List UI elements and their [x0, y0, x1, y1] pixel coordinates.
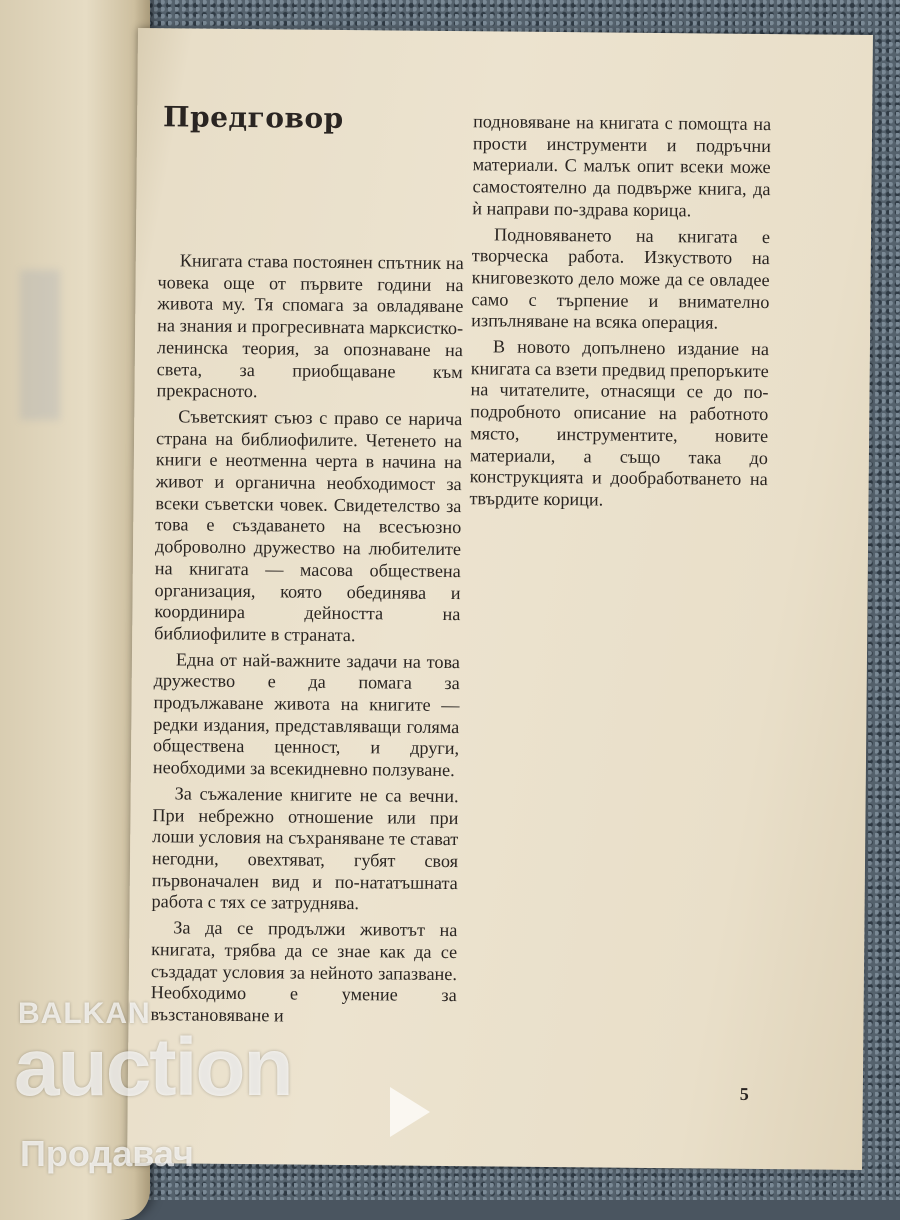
- page-title: Предговор: [162, 100, 344, 135]
- ink-bleed: [20, 270, 60, 420]
- watermark-bottom-text: Продавач: [20, 1133, 194, 1174]
- play-icon: [390, 1087, 430, 1137]
- paragraph: Книгата става постоянен спътник на човека още от първите години на живота му. Тя спомага за овладяване на знания и прогресивната марксистко-ленинска теория, за опознаване на света, за приобщаване към прекрасното.: [156, 250, 464, 402]
- watermark-main-text: auction: [14, 1022, 292, 1113]
- paragraph: подновяване на книгата с помощта на прости инструменти и подръчни материали. С малък опит всеки може самостоятелно да подвърже книга, да ѝ направи по-здрава корица.: [472, 111, 772, 221]
- paragraph: Една от най-важните задачи на това дружество е да помага за продължаване живота на книгите — редки издания, представляващи голяма обществена ценност, и други, необходими за всекидневно ползуване.: [152, 649, 461, 781]
- watermark-logo: [14, 995, 458, 1185]
- paragraph: Подновяването на книгата е творческа работа. Изкуството на книговезкото дело може да се овладее само с търпение и внимателно изпълняване на всяка операция.: [471, 223, 771, 333]
- paragraph: За да се продължи животът на книгата, трябва да се знае как да се създадат условия за нейното запазване. Необходимо е умение за възстановяване и: [150, 917, 458, 1026]
- watermark-top-text: BALKAN: [18, 997, 151, 1030]
- page-number: 5: [739, 1083, 749, 1104]
- left-text-column: [150, 250, 463, 1033]
- right-text-column: [469, 111, 771, 516]
- paragraph: Съветският съюз с право се нарича страна на библиофилите. Четенето на книги е неотменна черта в начина на живот и органична необходимост за всеки съветски човек. Свидетелство за това е създаването на всесъюзно доброволно дружество на любителите на книгата — масова обществена организация, която обединява и координира дейността на библиофилите в страната.: [154, 406, 463, 646]
- paragraph: В новото допълнено издание на книгата са взети предвид препоръките на читателите, отнасящи се до по-подробното описание на работното място, инструментите, новите материали, а също така до конструкцията и дообработването на твърдите корици.: [469, 336, 770, 510]
- paragraph: За съжаление книгите не са вечни. При небрежно отношение или при лоши условия на съхраняване те стават негодни, овехтяват, губят своя първоначален вид и по-нататъшната работа с тях се затруднява.: [151, 783, 459, 914]
